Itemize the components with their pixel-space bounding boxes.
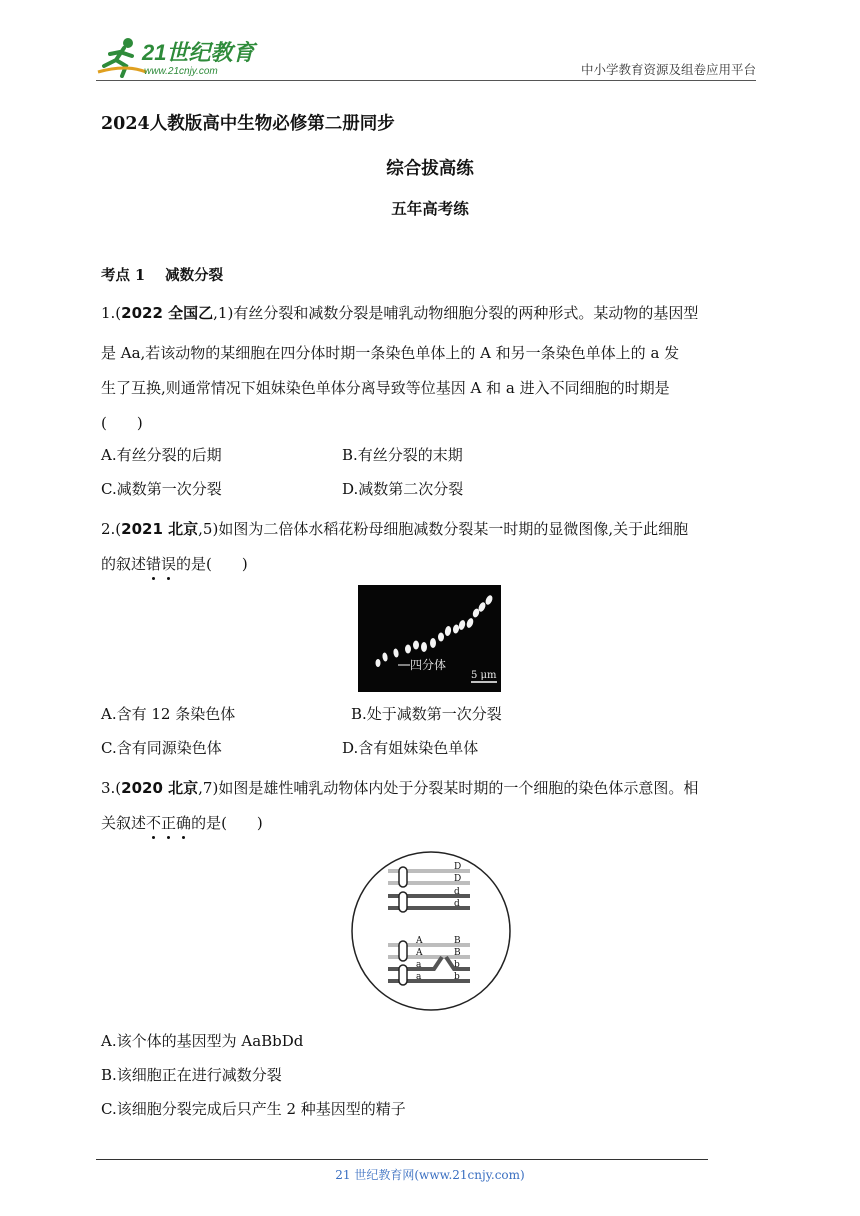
- q1-line-2: 是 Aa,若该动物的某细胞在四分体时期一条染色单体上的 A 和另一条染色单体上的 a 发: [101, 344, 680, 362]
- gene-label: D: [454, 874, 462, 884]
- q1-option-c: C.减数第一次分裂: [101, 480, 222, 498]
- emphasis-char: 不: [146, 814, 162, 832]
- q2-line-1: [101, 518, 688, 539]
- q3-number-suffix: ,7): [198, 779, 219, 797]
- q3-text-2a: 关叙述: [101, 814, 147, 832]
- q3-option-c: C.该细胞分裂完成后只产生 2 种基因型的精子: [101, 1100, 406, 1118]
- emphasis-char: 确: [176, 814, 192, 832]
- q3-text-1: 如图是雄性哺乳动物体内处于分裂某时期的一个细胞的染色体示意图。相: [218, 779, 699, 797]
- q2-option-a: A.含有 12 条染色体: [101, 705, 236, 723]
- micrograph-figure: [358, 585, 501, 692]
- gene-label: B: [454, 936, 461, 946]
- emphasis-char: 错: [146, 555, 162, 573]
- q1-option-d: D.减数第二次分裂: [342, 480, 464, 498]
- gene-label: A: [416, 936, 423, 946]
- topic-label: 考点 1: [101, 267, 146, 284]
- section-title: 综合拔高练: [386, 159, 474, 179]
- figure-label: 四分体: [410, 658, 447, 672]
- q2-number-suffix: ,5): [198, 520, 219, 538]
- svg-text:www.21cnjy.com: www.21cnjy.com: [144, 66, 218, 77]
- q1-line-4: ( ): [101, 414, 143, 432]
- gene-label: b: [454, 960, 460, 970]
- q2-option-d: D.含有姐妹染色单体: [342, 739, 479, 757]
- site-logo: [96, 36, 296, 78]
- footer-link[interactable]: 21 世纪教育网(www.21cnjy.com): [335, 1168, 525, 1182]
- footer-divider: [96, 1159, 708, 1160]
- gene-label: D: [454, 862, 462, 872]
- gene-label: A: [416, 948, 423, 958]
- q1-source: 2022 全国乙: [121, 304, 214, 322]
- q1-line-1: [101, 302, 698, 323]
- q2-text-2a: 的叙述: [101, 555, 147, 573]
- gene-label: a: [416, 960, 422, 970]
- q3-option-a: A.该个体的基因型为 AaBbDd: [101, 1032, 304, 1050]
- runner-icon: [98, 38, 146, 76]
- q2-number: 2.(: [101, 520, 122, 538]
- q3-source: 2020 北京: [121, 779, 199, 797]
- q2-text-1: 如图为二倍体水稻花粉母细胞减数分裂某一时期的显微图像,关于此细胞: [218, 520, 689, 538]
- q2-source: 2021 北京: [121, 520, 199, 538]
- q3-number: 3.(: [101, 779, 122, 797]
- q1-option-b: B.有丝分裂的末期: [342, 446, 463, 464]
- q3-line-2: [101, 812, 263, 833]
- q2-option-b: B.处于减数第一次分裂: [351, 705, 502, 723]
- q1-option-a: A.有丝分裂的后期: [101, 446, 222, 464]
- gene-label: B: [454, 948, 461, 958]
- subsection-title: 五年高考练: [391, 199, 469, 218]
- emphasis-char: 误: [161, 555, 177, 573]
- q2-line-2: [101, 553, 248, 574]
- q1-line-3: 生了互换,则通常情况下姐妹染色单体分离导致等位基因 A 和 a 进入不同细胞的时期是: [101, 379, 670, 397]
- gene-label: b: [454, 972, 460, 982]
- scale-label: 5 μm: [471, 670, 497, 681]
- q1-number: 1.(: [101, 304, 122, 322]
- topic-heading: [101, 264, 223, 285]
- chromosome-spots: [376, 594, 494, 667]
- q1-text-1: 有丝分裂和减数分裂是哺乳动物细胞分裂的两种形式。某动物的基因型: [233, 304, 699, 322]
- svg-text:21世纪教育: 21世纪教育: [142, 40, 255, 65]
- q3-option-b: B.该细胞正在进行减数分裂: [101, 1066, 282, 1084]
- q3-line-1: [101, 777, 698, 798]
- header-tagline: 中小学教育资源及组卷应用平台: [580, 62, 756, 77]
- q2-text-2d: 的是( ): [176, 555, 248, 573]
- document-title: 2024人教版高中生物必修第二册同步: [101, 114, 395, 134]
- gene-label: d: [454, 887, 460, 897]
- q1-number-suffix: ,1): [213, 304, 234, 322]
- header-divider: [96, 80, 756, 81]
- chromosome-diagram: [350, 850, 512, 1012]
- emphasis-char: 正: [161, 814, 177, 832]
- topic-name: 减数分裂: [165, 267, 224, 284]
- gene-label: a: [416, 972, 422, 982]
- q3-text-2e: 的是( ): [191, 814, 263, 832]
- q2-option-c: C.含有同源染色体: [101, 739, 222, 757]
- gene-label: d: [454, 899, 460, 909]
